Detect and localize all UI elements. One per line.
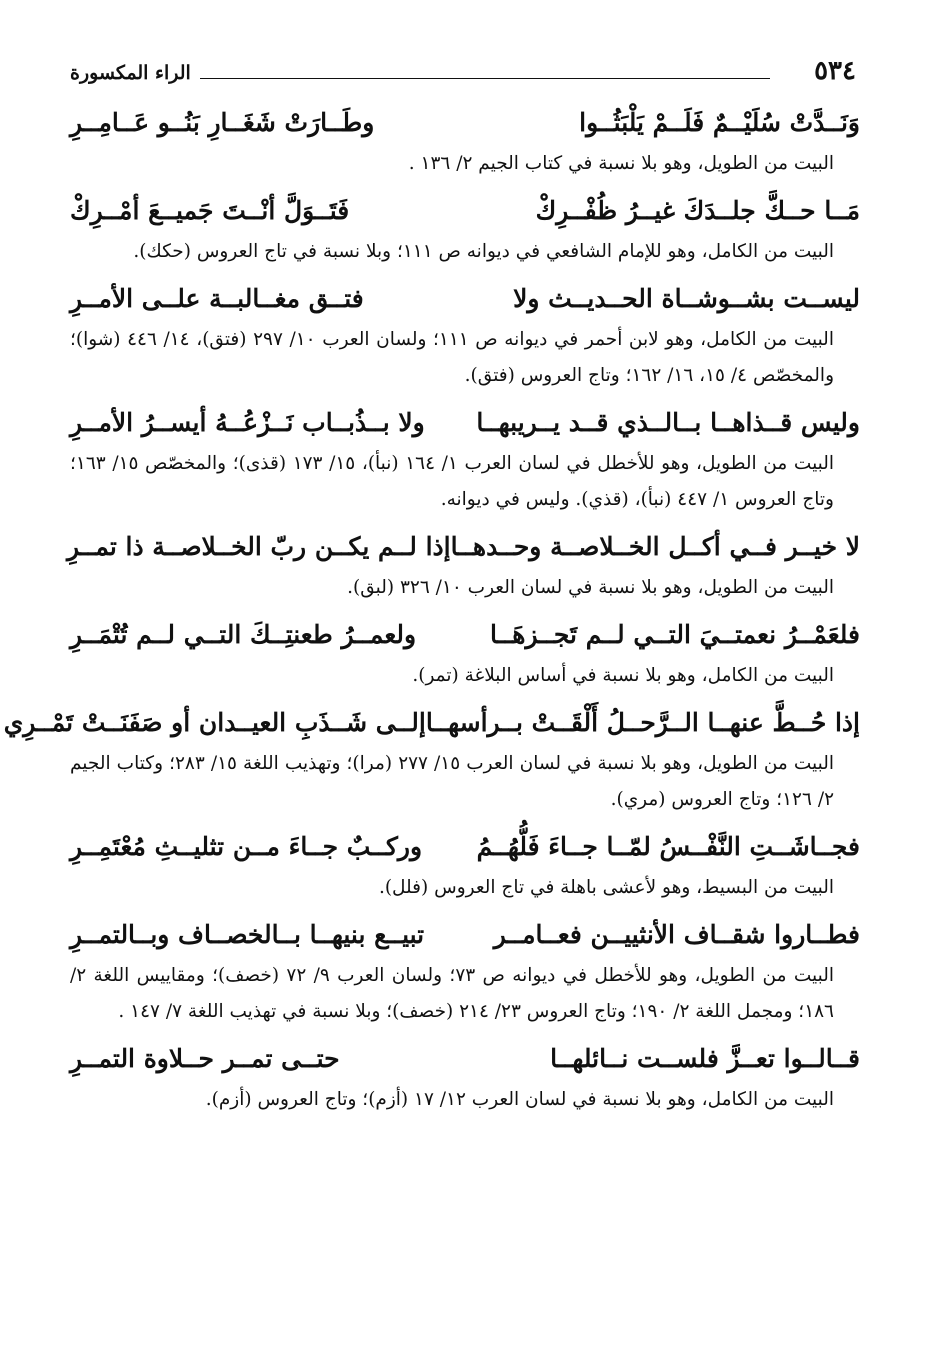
verse-entry [70,188,860,270]
verse-second-hemistich: وركــبٌ جــاءَ مــن تثليــثِ مُعْتَمِــرِ [70,832,423,861]
verse-second-hemistich: فتــق مغــالبــة علــى الأمــرِ [70,284,364,313]
verse-entry [70,100,860,182]
verse-second-hemistich: ولعمــرُ طعنتِــكَ التــي لــم تُتْمَــرِ [70,620,417,649]
verse-line [3,700,860,746]
verse-first-hemistich: مَــا حــكَّ جلــدَكَ غيــرُ ظُفْــرِكْ [535,196,860,225]
verse-line [70,188,860,234]
verse-second-hemistich: تبيــع بنيهــا بــالخصــاف وبــالتمــرِ [70,920,425,949]
verse-first-hemistich: فطــاروا شقــاف الأنثييــن فعــامــر [493,920,860,949]
verse-first-hemistich: فلعَمْــرُ نعمتــيَ التــي لــم تَجــزهَــا [490,620,860,649]
verse-first-hemistich: ليســت بشــوشــاة الحــديــث ولا [513,284,860,313]
verse-line [66,524,860,570]
verse-commentary: البيت من الكامل، وهو بلا نسبة في أساس البلاغة (تمر). [412,665,834,686]
running-title: الراء المكسورة [70,62,191,84]
verse-commentary: البيت من الكامل، وهو بلا نسبة في لسان العرب ١٢/ ١٧ (أزم)؛ وتاج العروس (أزم). [205,1089,834,1110]
verse-entry [66,524,860,606]
verse-line [70,612,860,658]
verse-commentary: البيت من الكامل، وهو لابن أحمر في ديوانه ص ١١١؛ ولسان العرب ١٠/ ٢٩٧ (فتق)، ١٤/ ٤٤٦ (شوا)؛ والمخصّص ٤/ ١٥، ١٦/ ١٦٢؛ وتاج العروس (فتق). [70,329,834,386]
verse-line [70,824,860,870]
entry-list [3,100,860,1118]
verse-second-hemistich: حتــى تمــر حــلاوة التمــرِ [70,1044,340,1073]
page-number: ٥٣٤ [814,56,856,86]
verse-first-hemistich: وَنَــدَّتْ سُلَيْــمٌ فَلَــمْ يَلْبَثُــوا [579,108,860,137]
verse-entry [70,824,860,906]
page-header [70,52,860,86]
verse-commentary: البيت من الطويل، وهو للأخطل في لسان العرب ١/ ١٦٤ (نبأ)، ١٥/ ١٧٣ (قذى)؛ والمخصّص ١٥/ ١٦٣؛ وتاج العروس ١/ ٤٤٧ (نبأ)، (قذي). وليس في ديوانه. [70,453,835,510]
verse-entry [3,700,860,818]
verse-second-hemistich: ولا بــذُبــاب نَــزْعُــهُ أيســرُ الأمــرِ [70,408,425,437]
verse-commentary: البيت من الطويل، وهو بلا نسبة في كتاب الجيم ٢/ ١٣٦ . [408,153,834,174]
verse-line [70,912,860,958]
verse-second-hemistich: إذا لــم يكــن ربّ الخــلاصــة ذا تمــرِ [66,532,451,561]
verse-second-hemistich: فَتَــوَلَّ أنْــتَ جَميــعَ أمْــرِكْ [70,196,350,225]
verse-first-hemistich: إذا حُــطَّ عنهــا الــرَّحــلُ أَلْقَــتْ بــرأسهــا [425,708,860,737]
verse-commentary: البيت من الطويل، وهو بلا نسبة في لسان العرب ١٠/ ٣٢٦ (لبق). [347,577,834,598]
verse-line [70,400,860,446]
verse-commentary: البيت من الكامل، وهو للإمام الشافعي في ديوانه ص ١١١؛ وبلا نسبة في تاج العروس (حكك). [133,241,834,262]
verse-entry [70,612,860,694]
verse-line [70,276,860,322]
verse-first-hemistich: قــالــوا تعــزَّ فلســت نــائلهــا [550,1044,860,1073]
verse-commentary: البيت من الطويل، وهو للأخطل في ديوانه ص ٧٣؛ ولسان العرب ٩/ ٧٢ (خصف)؛ ومقاييس اللغة ٢/ ١٨٦؛ ومجمل اللغة ٢/ ١٩٠؛ وتاج العروس ٢٣/ ٢١٤ (خصف)؛ وبلا نسبة في تهذيب اللغة ٧/ ١٤٧ . [70,965,834,1022]
header-rule [200,78,770,79]
verse-entry [70,1036,860,1118]
verse-entry [70,400,860,518]
verse-first-hemistich: فجــاشَــتِ النَّفْــسُ لمّــا جــاءَ فَلُّهُــمُ [476,832,860,861]
verse-commentary: البيت من البسيط، وهو لأعشى باهلة في تاج العروس (فلل). [378,877,834,898]
verse-second-hemistich: إلــى شَــذَبِ العيــدان أو صَفَنَــتْ تَمْــرِي [3,708,426,737]
verse-line [70,100,860,146]
verse-commentary: البيت من الطويل، وهو بلا نسبة في لسان العرب ١٥/ ٢٧٧ (مرا)؛ وتهذيب اللغة ١٥/ ٢٨٣؛ وكتاب الجيم ٢/ ١٢٦؛ وتاج العروس (مري). [70,753,834,810]
verse-first-hemistich: وليس قــذاهــا بــالــذي قــد يــريبهــا [476,408,860,437]
verse-line [70,1036,860,1082]
document-page [3,52,860,1124]
verse-second-hemistich: وطَــارَتْ شَغَــارِ بَنُــو عَــامِــرِ [70,108,375,137]
verse-entry [70,276,860,394]
verse-entry [70,912,860,1030]
verse-first-hemistich: لا خيــر فــي أكــل الخــلاصــة وحــدهــا [450,532,860,561]
